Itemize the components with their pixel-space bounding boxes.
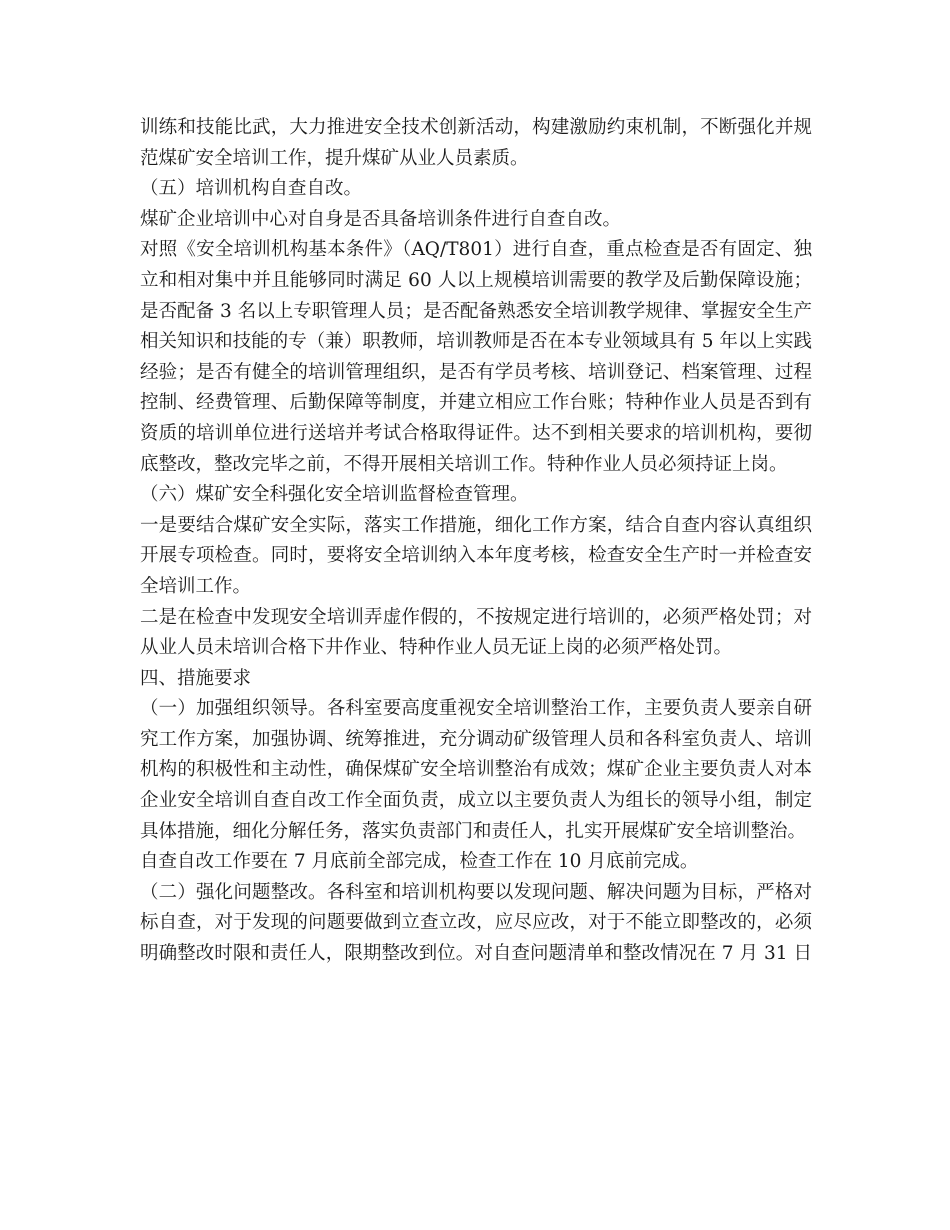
- text-line: 对照《安全培训机构基本条件》（AQ/T801）进行自查，重点检查是否有固定、独: [140, 239, 812, 261]
- text-line: 是否配备 3 名以上专职管理人员；是否配备熟悉安全培训教学规律、掌握安全生产: [140, 300, 812, 322]
- text-line: 具体措施，细化分解任务，落实负责部门和责任人，扎实开展煤矿安全培训整治。: [140, 820, 807, 842]
- text-line: 范煤矿安全培训工作，提升煤矿从业人员素质。: [140, 147, 529, 169]
- text-line: 相关知识和技能的专（兼）职教师，培训教师是否在本专业领域具有 5 年以上实践: [140, 331, 812, 353]
- section-heading: （五）培训机构自查自改。: [140, 178, 363, 200]
- text-line: 全培训工作。: [140, 575, 252, 597]
- text-line: 一是要结合煤矿安全实际，落实工作措施，细化工作方案，结合自查内容认真组织: [140, 514, 812, 536]
- text-line: （一）加强组织领导。各科室要高度重视安全培训整治工作，主要负责人要亲自研: [140, 698, 812, 720]
- text-line: 机构的积极性和主动性，确保煤矿安全培训整治有成效；煤矿企业主要负责人对本: [140, 759, 812, 781]
- text-line: 底整改，整改完毕之前，不得开展相关培训工作。特种作业人员必须持证上岗。: [140, 453, 788, 475]
- text-line: 明确整改时限和责任人，限期整改到位。对自查问题清单和整改情况在 7 月 31 日: [140, 943, 812, 965]
- document-body: [140, 113, 812, 970]
- text-line: 企业安全培训自查自改工作全面负责，成立以主要负责人为组长的领导小组，制定: [140, 790, 812, 812]
- section-heading: （六）煤矿安全科强化安全培训监督检查管理。: [140, 484, 529, 506]
- text-line: 从业人员未培训合格下井作业、特种作业人员无证上岗的必须严格处罚。: [140, 637, 733, 659]
- section-heading: 四、措施要求: [140, 667, 252, 689]
- text-line: 自查自改工作要在 7 月底前全部完成，检查工作在 10 月底前完成。: [140, 851, 699, 873]
- text-line: 训练和技能比武，大力推进安全技术创新活动，构建激励约束机制，不断强化并规: [140, 117, 812, 138]
- text-line: 二是在检查中发现安全培训弄虚作假的，不按规定进行培训的，必须严格处罚；对: [140, 606, 812, 628]
- text-line: 开展专项检查。同时，要将安全培训纳入本年度考核，检查安全生产时一并检查安: [140, 545, 812, 567]
- text-line: 控制、经费管理、后勤保障等制度，并建立相应工作台账；特种作业人员是否到有: [140, 392, 812, 414]
- text-line: 究工作方案，加强协调、统筹推进，充分调动矿级管理人员和各科室负责人、培训: [140, 728, 812, 750]
- text-line: 立和相对集中并且能够同时满足 60 人以上规模培训需要的教学及后勤保障设施；: [140, 269, 812, 291]
- text-line: （二）强化问题整改。各科室和培训机构要以发现问题、解决问题为目标，严格对: [140, 881, 812, 903]
- text-line: 煤矿企业培训中心对自身是否具备培训条件进行自查自改。: [140, 208, 622, 230]
- text-line: 标自查，对于发现的问题要做到立查立改，应尽应改，对于不能立即整改的，必须: [140, 912, 812, 934]
- text-line: 资质的培训单位进行送培并考试合格取得证件。达不到相关要求的培训机构，要彻: [140, 422, 812, 444]
- text-line: 经验；是否有健全的培训管理组织，是否有学员考核、培训登记、档案管理、过程: [140, 361, 812, 383]
